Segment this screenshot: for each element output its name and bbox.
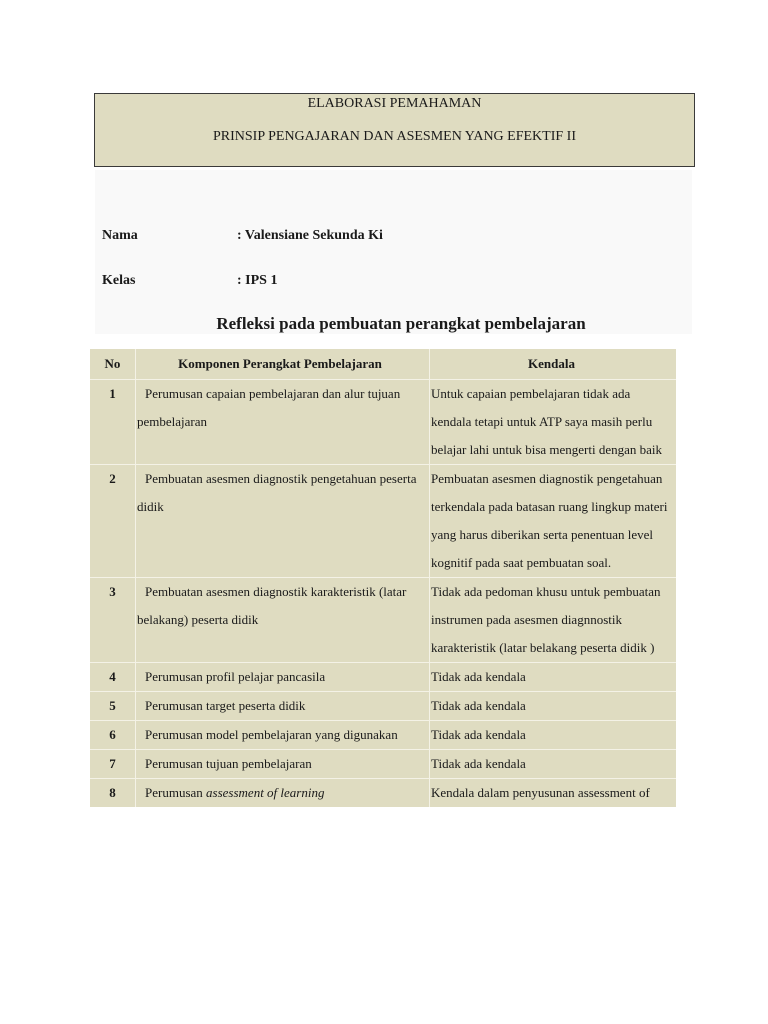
- column-header-no: No: [90, 349, 136, 379]
- document-subtitle: PRINSIP PENGAJARAN DAN ASESMEN YANG EFEKTIF II: [213, 129, 576, 144]
- komponen-text: Pembuatan asesmen diagnostik pengetahuan peserta didik: [137, 471, 417, 514]
- document-title: ELABORASI PEMAHAMAN: [307, 96, 482, 111]
- kendala-cell: Tidak ada pedoman khusu untuk pembuatan instrumen pada asesmen diagnnostik karakteristik (latar belakang peserta didik ): [431, 584, 661, 655]
- row-number: 3: [90, 578, 136, 662]
- row-number: 6: [90, 721, 136, 749]
- table-row: [90, 464, 676, 577]
- komponen-text: Perumusan target peserta didik: [145, 698, 306, 713]
- komponen-cell: [136, 380, 430, 464]
- row-number: 4: [90, 663, 136, 691]
- kendala-cell: Pembuatan asesmen diagnostik pengetahuan terkendala pada batasan ruang lingkup materi yang harus diberikan serta penentuan level kognitif pada saat pembuatan soal.: [431, 471, 668, 570]
- identity-panel: [95, 170, 692, 334]
- kendala-cell: Tidak ada kendala: [431, 698, 526, 713]
- column-header-komponen: Komponen Perangkat Pembelajaran: [136, 349, 430, 379]
- komponen-prefix: Perumusan: [145, 785, 207, 800]
- komponen-cell: [136, 578, 430, 662]
- komponen-cell: [136, 779, 430, 807]
- table-row: [90, 691, 676, 720]
- row-number: 2: [90, 465, 136, 577]
- komponen-text: [137, 779, 423, 807]
- komponen-cell: [136, 750, 430, 778]
- kelas-label: Kelas: [102, 273, 136, 288]
- table-row: [90, 749, 676, 778]
- komponen-text: Perumusan model pembelajaran yang digunakan: [145, 727, 398, 742]
- table-row: [90, 379, 676, 464]
- komponen-text: Perumusan profil pelajar pancasila: [145, 669, 326, 684]
- kendala-cell: Tidak ada kendala: [431, 756, 526, 771]
- komponen-text: Pembuatan asesmen diagnostik karakteristik (latar belakang) peserta didik: [137, 584, 407, 627]
- nama-label: Nama: [102, 228, 138, 243]
- komponen-cell: [136, 692, 430, 720]
- table-header-row: [90, 349, 676, 379]
- nama-value: : Valensiane Sekunda Ki: [237, 228, 383, 243]
- column-header-kendala: Kendala: [528, 356, 575, 371]
- row-number: 1: [90, 380, 136, 464]
- reflection-table: [90, 349, 676, 807]
- section-heading: Refleksi pada pembuatan perangkat pembelajaran: [216, 314, 586, 333]
- table-row: [90, 778, 676, 807]
- row-number: 8: [90, 779, 136, 807]
- row-number: 7: [90, 750, 136, 778]
- table-row: [90, 577, 676, 662]
- komponen-cell: [136, 465, 430, 577]
- kelas-value: : IPS 1: [237, 273, 278, 288]
- komponen-cell: [136, 721, 430, 749]
- komponen-text: Perumusan tujuan pembelajaran: [145, 756, 312, 771]
- kendala-cell: Untuk capaian pembelajaran tidak ada kendala tetapi untuk ATP saya masih perlu belajar lahi untuk bisa mengerti dengan baik: [431, 386, 663, 457]
- kendala-cell: Kendala dalam penyusunan assessment of: [431, 785, 650, 800]
- kendala-cell: Tidak ada kendala: [431, 669, 526, 684]
- komponen-italic-term: assessment of learning: [206, 785, 325, 800]
- komponen-cell: [136, 663, 430, 691]
- document-title-box: [94, 93, 695, 167]
- komponen-text: Perumusan capaian pembelajaran dan alur tujuan pembelajaran: [137, 386, 401, 429]
- table-row: [90, 720, 676, 749]
- row-number: 5: [90, 692, 136, 720]
- kendala-cell: Tidak ada kendala: [431, 727, 526, 742]
- table-row: [90, 662, 676, 691]
